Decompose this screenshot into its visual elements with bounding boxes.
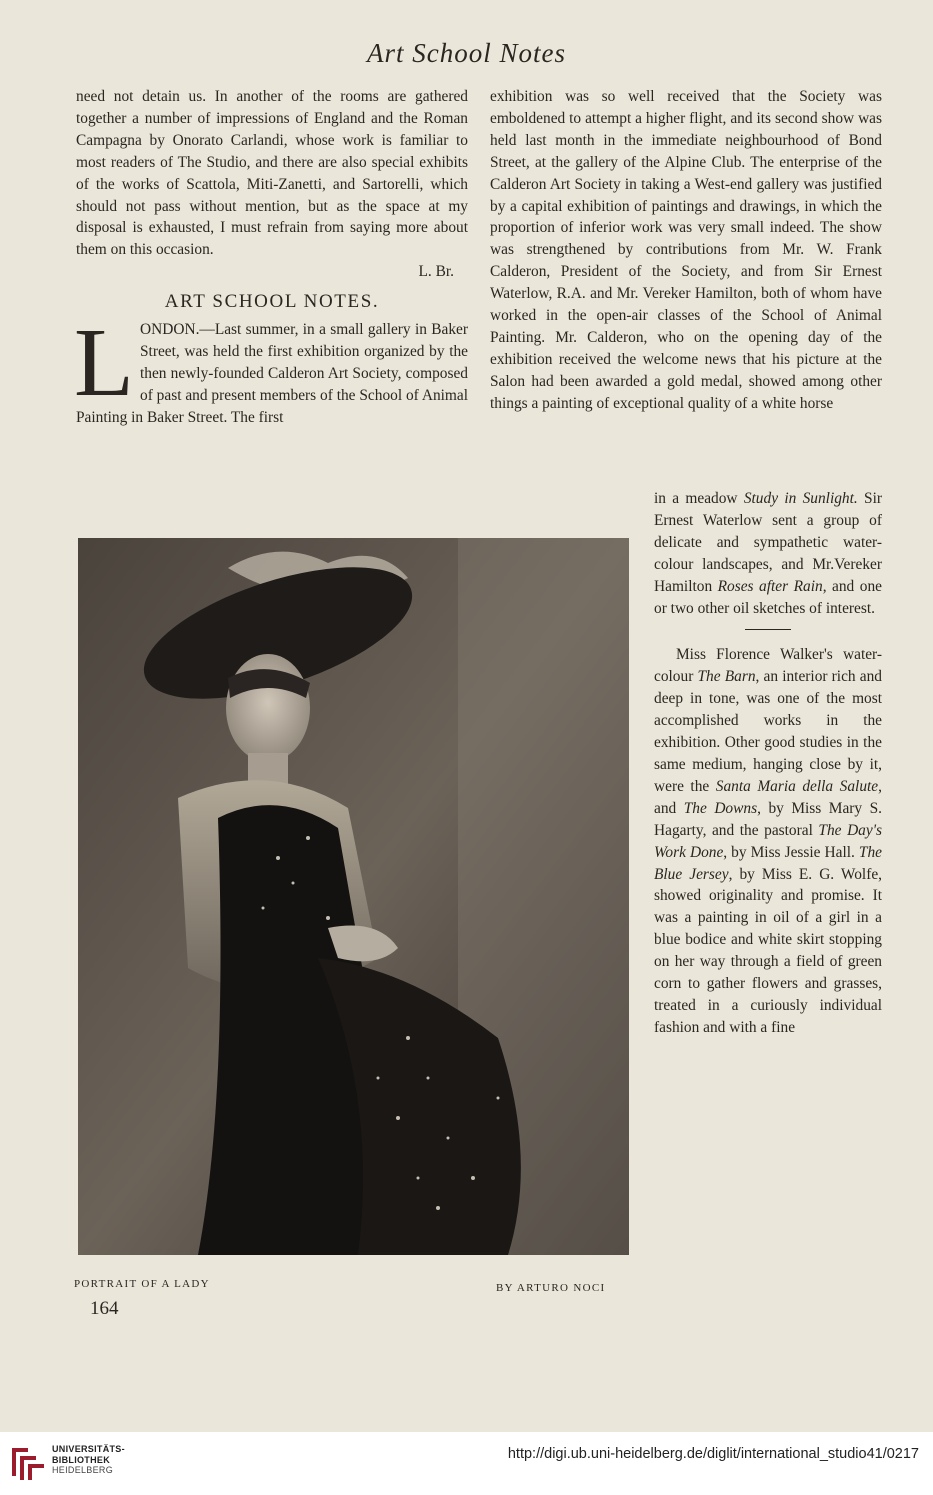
- opening-paragraph: [74, 309, 468, 429]
- portrait-painting-graphic: [78, 538, 629, 1255]
- illustration-caption-title: PORTRAIT OF A LADY: [74, 1278, 210, 1290]
- artwork-title: The Downs: [683, 799, 758, 817]
- portrait-painting: [78, 538, 629, 1255]
- artwork-title: Roses after Rain: [717, 577, 823, 595]
- library-name: [52, 1444, 125, 1476]
- left-paragraph-1-text: need not detain us. In another of the rooms are gathered together a number of impressions of England and the Roman Campagna by Onorato Carlandi, whose work is familiar to most readers of The Studio, and there are also special exhibits of the works of Scattola, Miti-Zanetti, and Sartorelli, which should not pass without mention, but as the space at my disposal is exhausted, I must refrain from saying more about them on this occasion.: [76, 88, 468, 259]
- text-run: Miss Florence Walker's water-colour: [654, 646, 882, 686]
- text-run: Sir Ernest Waterlow sent a group of delicate and sympathetic water-colour landscapes, and Mr.Vereker Hamilton: [654, 490, 883, 595]
- artwork-title: Study in Sunlight.: [743, 490, 858, 507]
- artwork-title: Santa Maria della Salute: [715, 777, 879, 795]
- right-column: [490, 86, 882, 415]
- text-run: , by Miss Jessie Hall.: [723, 843, 859, 861]
- artwork-title: The Blue Jersey: [654, 843, 882, 883]
- narrow-paragraph-2: [654, 644, 882, 1038]
- section-divider: [745, 629, 791, 630]
- section-heading: ART SCHOOL NOTES.: [164, 291, 380, 313]
- library-name-line: BIBLIOTHEK: [52, 1454, 110, 1465]
- artwork-title: The Barn: [697, 668, 756, 686]
- smallcaps-lead: ONDON.: [140, 321, 200, 339]
- left-paragraph-1: [76, 86, 468, 261]
- narrow-column: [654, 488, 882, 1039]
- left-column: [76, 86, 468, 429]
- library-logo-icon: [8, 1442, 48, 1482]
- text-run: , by Miss E. G. Wolfe, showed originality and promise. It was a painting in oil of a girl in a blue bodice and white skirt stopping on her way through a field of green corn to gather flowers and grasses, treated in a curiously individual fashion and with a fine: [654, 865, 882, 1036]
- illustration-caption-artist: BY ARTURO NOCI: [496, 1282, 606, 1294]
- narrow-paragraph-1: [654, 488, 882, 619]
- source-url-link[interactable]: http://digi.ub.uni-heidelberg.de/diglit/international_studio41/0217: [507, 1446, 919, 1462]
- left-paragraph-2-text: —Last summer, in a small gallery in Baker Street, was held the first exhibition organized by the then newly-founded Calderon Art Society, composed of past and present members of the School of Animal Painting in Baker Street. The first: [76, 321, 468, 426]
- text-run: , and one or two other oil sketches of interest.: [654, 577, 882, 617]
- author-signature: L. Br.: [418, 263, 454, 281]
- library-name-line: UNIVERSITÄTS-: [52, 1444, 125, 1454]
- artwork-title: The Day's Work Done: [654, 821, 882, 861]
- text-run: in a meadow: [654, 490, 744, 507]
- drop-cap: L: [74, 309, 134, 418]
- library-name-line: HEIDELBERG: [52, 1465, 114, 1475]
- text-run: , and: [654, 777, 882, 817]
- page-number: 164: [90, 1298, 119, 1319]
- right-paragraph-1: exhibition was so well received that the Society was emboldened to attempt a higher flight, and its second show was held last month in the immediate neighbourhood of Bond Street, at the gallery of the Alpine Club. The enterprise of the Calderon Art Society in taking a West-end gallery was justified by a capital exhibition of paintings and drawings, in which the proportion of inferior work was very small indeed. The show was strengthened by contributions from Mr. W. Frank Calderon, President of the Society, and from Sir Ernest Waterlow, R.A. and Mr. Vereker Hamilton, both of whom have worked in the open-air classes of the School of Animal Painting. Mr. Calderon, who on the opening day of the exhibition received the welcome news that his picture at the Salon had been awarded a gold medal, showed among other things a painting of exceptional quality of a white horse: [490, 88, 882, 412]
- text-run: , by Miss Mary S. Hagarty, and the pastoral: [654, 799, 883, 839]
- library-footer: [0, 1432, 933, 1495]
- text-run: , an interior rich and deep in tone, was one of the most accomplished works in the exhibition. Other good studies in the same medium, hanging close by it, were the: [654, 668, 882, 795]
- running-head: Art School Notes: [367, 38, 566, 68]
